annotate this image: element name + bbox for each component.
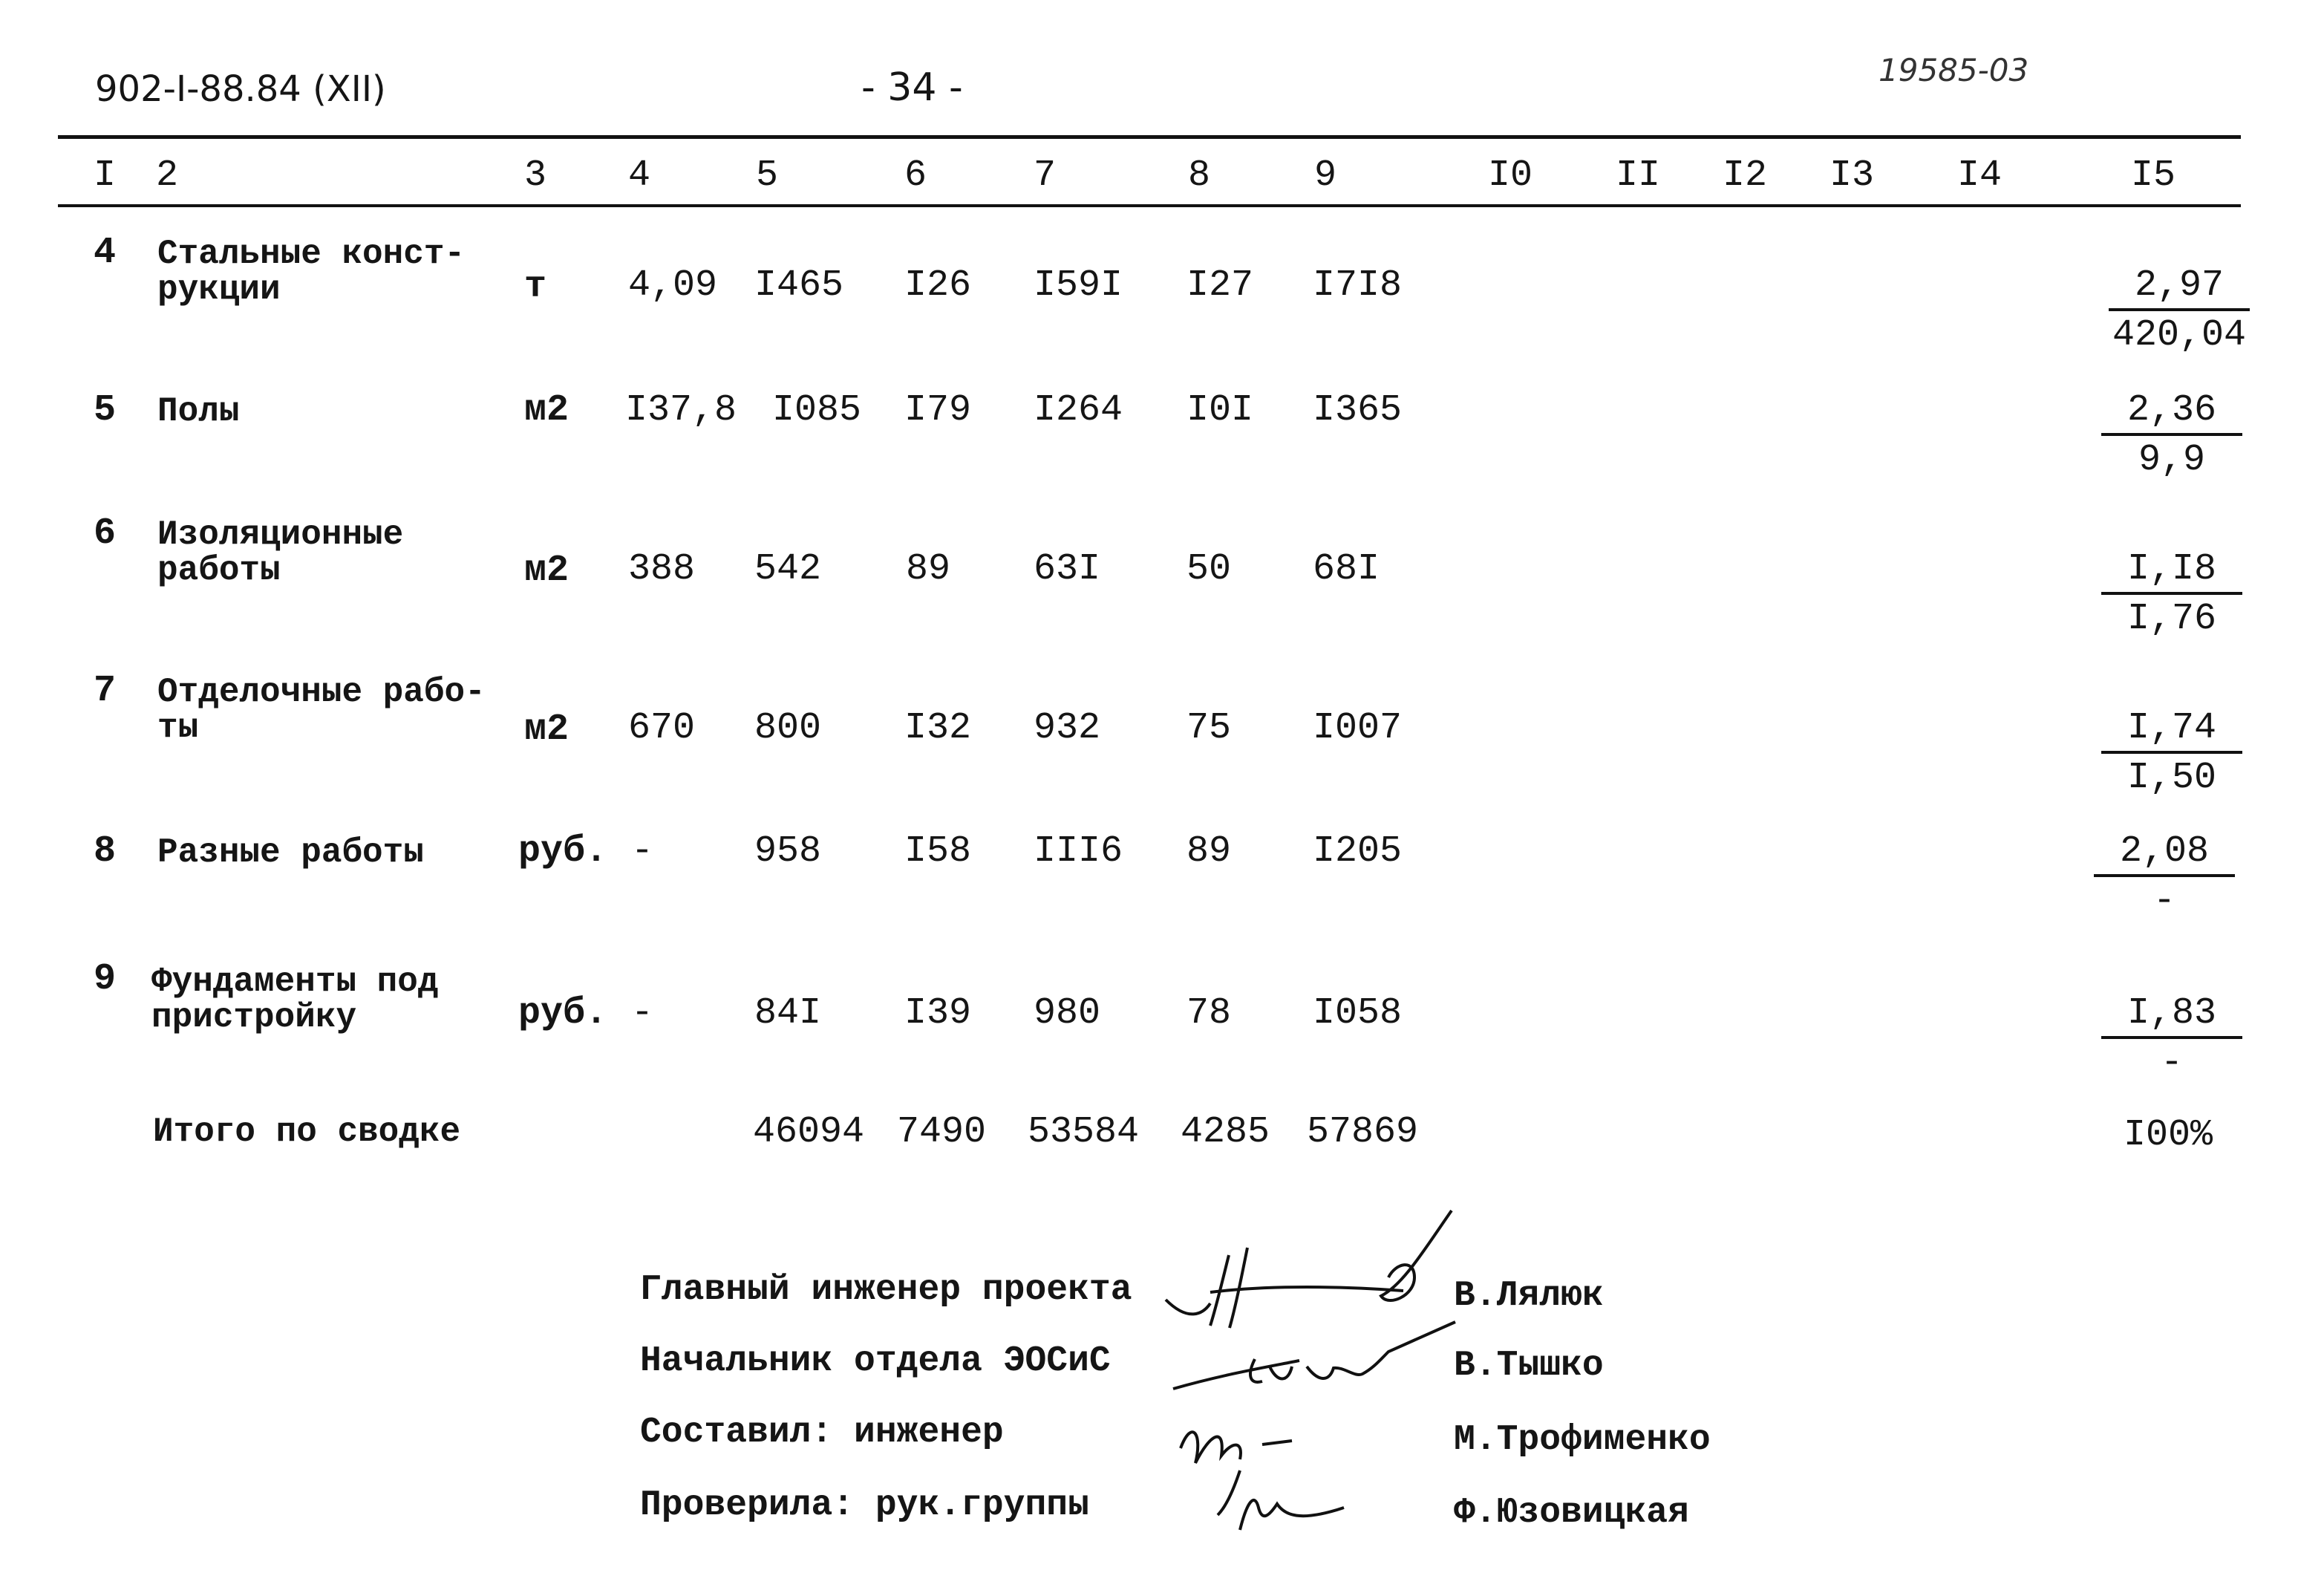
handwritten-signature: [1173, 1404, 1366, 1545]
row-name: Фундаменты под пристройку: [151, 963, 439, 1037]
total-col7: 53584: [1028, 1111, 1140, 1153]
row-col15-fraction: [2101, 707, 2242, 799]
signature-role: Главный инженер проекта: [640, 1270, 1132, 1310]
row-unit: м2: [524, 550, 569, 592]
row-col5: I085: [772, 389, 862, 431]
row-quantity: 4,09: [628, 264, 718, 307]
row-col15-fraction: [2101, 389, 2242, 481]
column-number: I: [94, 154, 117, 197]
column-number: I0: [1488, 154, 1533, 197]
row-number: 5: [94, 389, 117, 431]
column-number: 9: [1314, 154, 1337, 197]
fraction-bar: [2101, 592, 2242, 595]
fraction-top: 2,36: [2126, 389, 2217, 431]
row-col5: 542: [754, 548, 822, 590]
fraction-bar: [2101, 1036, 2242, 1039]
header-rule-bottom: [58, 204, 2241, 207]
row-col5: I465: [754, 264, 844, 307]
fraction-top: 2,08: [2119, 830, 2210, 873]
row-name: Стальные конст- рукции: [157, 235, 466, 309]
fraction-bar: [2101, 751, 2242, 754]
row-quantity: I37,8: [625, 389, 737, 431]
column-number: 3: [524, 154, 547, 197]
row-col5: 800: [754, 707, 822, 749]
fraction-bar: [2101, 433, 2242, 436]
signature-name: М.Трофименко: [1454, 1420, 1711, 1460]
fraction-top: I,74: [2126, 707, 2217, 749]
signature-role: Начальник отдела ЭОСиС: [640, 1341, 1111, 1381]
row-col7: I264: [1034, 389, 1123, 431]
row-col6: 89: [906, 548, 951, 590]
fraction-bottom: -: [2160, 1042, 2183, 1084]
column-number: II: [1616, 154, 1661, 197]
row-name: Разные работы: [157, 833, 424, 872]
row-col9: 68I: [1313, 548, 1380, 590]
fraction-bottom: -: [2152, 880, 2176, 922]
column-number: 8: [1188, 154, 1211, 197]
row-col7: 980: [1034, 992, 1101, 1035]
row-quantity: 670: [628, 707, 696, 749]
row-col15-fraction: [2109, 264, 2250, 356]
document-code: 902-I-88.84 (XII): [95, 68, 386, 110]
row-number: 8: [94, 830, 117, 873]
signature-name: В.Лялюк: [1454, 1276, 1604, 1316]
row-col9: I007: [1313, 707, 1403, 749]
archive-number: 19585-03: [1879, 52, 2029, 88]
row-col8: I27: [1187, 264, 1254, 307]
total-col8: 4285: [1181, 1111, 1270, 1153]
fraction-top: I,I8: [2126, 548, 2217, 590]
row-col7: 63I: [1034, 548, 1101, 590]
column-number: I2: [1723, 154, 1768, 197]
row-unit: м2: [524, 389, 569, 431]
fraction-bar: [2109, 308, 2250, 311]
row-col6: I39: [904, 992, 972, 1035]
row-quantity: 388: [628, 548, 696, 590]
row-col5: 958: [754, 830, 822, 873]
signature-name: Ф.Юзовицкая: [1454, 1493, 1689, 1533]
row-col9: I365: [1313, 389, 1403, 431]
row-number: 6: [94, 512, 117, 555]
row-number: 7: [94, 670, 117, 712]
row-quantity: -: [631, 830, 654, 873]
fraction-bottom: 420,04: [2112, 314, 2247, 356]
handwritten-signature: [1166, 1315, 1463, 1404]
row-col8: 75: [1187, 707, 1232, 749]
signature-role: Составил: инженер: [640, 1413, 1004, 1453]
row-col7: III6: [1034, 830, 1123, 873]
row-name: Отделочные рабо- ты: [157, 673, 486, 747]
row-col6: I79: [904, 389, 972, 431]
row-col15-fraction: [2101, 548, 2242, 640]
column-number: 6: [904, 154, 927, 197]
row-number: 4: [94, 232, 117, 274]
total-col15: I00%: [2124, 1114, 2213, 1156]
total-col6: 7490: [897, 1111, 987, 1153]
row-quantity: -: [631, 992, 654, 1035]
header-rule-top: [58, 135, 2241, 139]
total-label: Итого по сводке: [153, 1113, 461, 1151]
column-number: 4: [628, 154, 651, 197]
row-col6: I26: [904, 264, 972, 307]
row-col5: 84I: [754, 992, 822, 1035]
row-col9: I205: [1313, 830, 1403, 873]
row-col8: 50: [1187, 548, 1232, 590]
fraction-bottom: 9,9: [2138, 439, 2205, 481]
row-col9: I7I8: [1313, 264, 1403, 307]
fraction-bar: [2094, 874, 2235, 877]
column-number: 5: [756, 154, 779, 197]
row-col6: I32: [904, 707, 972, 749]
row-number: 9: [94, 958, 117, 1000]
row-col7: 932: [1034, 707, 1101, 749]
column-number: I3: [1830, 154, 1875, 197]
handwritten-signature: [1158, 1203, 1470, 1329]
total-col5: 46094: [753, 1111, 865, 1153]
row-col8: 89: [1187, 830, 1232, 873]
row-col15-fraction: [2101, 992, 2242, 1084]
row-col8: 78: [1187, 992, 1232, 1035]
page-number: - 34 -: [861, 65, 963, 110]
row-col8: I0I: [1187, 389, 1254, 431]
row-col9: I058: [1313, 992, 1403, 1035]
column-number: 7: [1034, 154, 1057, 197]
row-col6: I58: [904, 830, 972, 873]
row-unit: руб.: [518, 830, 608, 873]
column-number: I5: [2131, 154, 2176, 197]
row-col7: I59I: [1034, 264, 1123, 307]
row-unit: руб.: [518, 992, 608, 1035]
column-number: I4: [1957, 154, 2003, 197]
fraction-bottom: I,50: [2126, 757, 2217, 799]
fraction-top: 2,97: [2134, 264, 2225, 307]
row-name: Изоляционные работы: [157, 515, 404, 590]
signature-name: В.Тышко: [1454, 1346, 1604, 1386]
row-name: Полы: [157, 392, 240, 431]
row-col15-fraction: [2094, 830, 2235, 922]
fraction-top: I,83: [2126, 992, 2217, 1035]
fraction-bottom: I,76: [2126, 598, 2217, 640]
row-unit: т: [524, 266, 547, 308]
row-unit: м2: [524, 709, 569, 751]
signature-role: Проверила: рук.группы: [640, 1485, 1089, 1525]
total-col9: 57869: [1307, 1111, 1419, 1153]
column-number: 2: [156, 154, 179, 197]
